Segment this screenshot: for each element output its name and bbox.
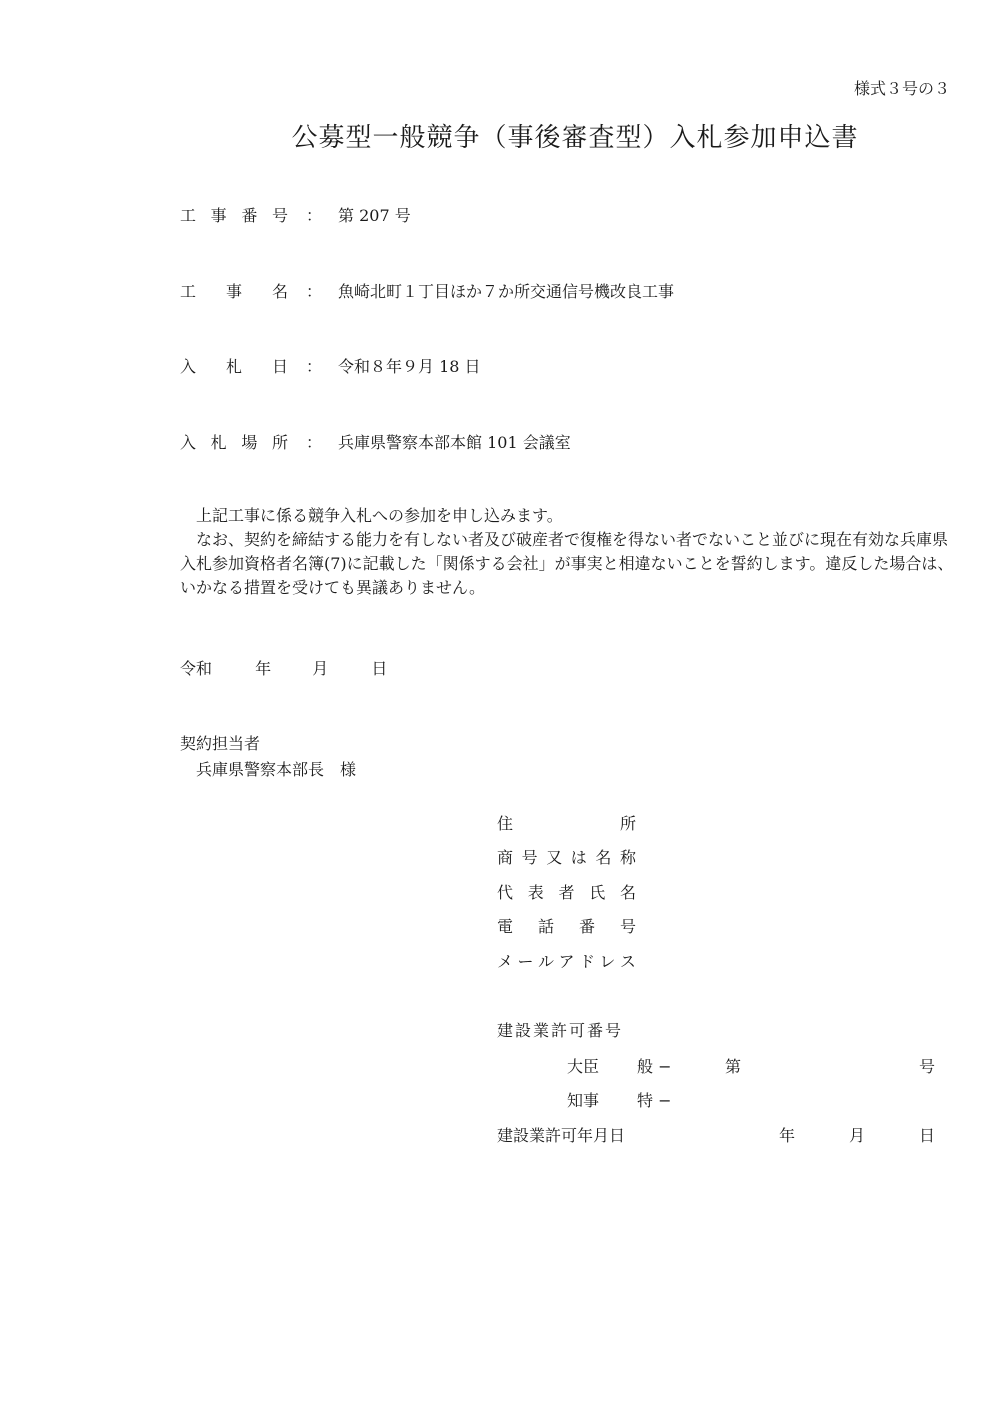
label-char: 番 <box>578 917 595 936</box>
bid-place-colon: ： <box>306 433 323 452</box>
label-char: 称 <box>619 848 636 867</box>
label-char: 名 <box>595 848 612 867</box>
label-char: は <box>570 848 587 867</box>
bid-place-value: 兵庫県警察本部本館 101 会議室 <box>338 433 571 452</box>
declaration-paragraph-2: なお、契約を締結する能力を有しない者及び破産者で復権を得ない者でないこと並びに現在有効な兵庫県入札参加資格者名簿(7)に記載した「関係する会社」が事実と相違ないことを誓約します。違反した場合は、いかなる措置を受けても異議ありません。 <box>180 530 954 597</box>
license-date-day: 日 <box>919 1126 936 1145</box>
label-char: 号 <box>521 848 538 867</box>
project-number-colon: ： <box>306 206 323 225</box>
label-char: 所 <box>619 814 636 833</box>
label-char: 事 <box>225 282 242 301</box>
license-date-label: 建設業許可年月日 <box>497 1126 626 1145</box>
applicant-company-label <box>497 845 636 868</box>
license-general: 般 − <box>637 1057 672 1076</box>
label-char: 者 <box>558 883 575 902</box>
label-char: 札 <box>225 357 242 376</box>
label-char: 工 <box>180 206 197 225</box>
project-number-value: 第 207 号 <box>338 206 411 225</box>
bid-date-label <box>180 354 288 377</box>
project-name-colon: ： <box>306 282 323 301</box>
document-title: 公募型一般競争（事後審査型）入札参加申込書 <box>291 123 859 153</box>
license-number-heading: 建設業許可番号 <box>497 1021 624 1040</box>
date-month: 月 <box>312 659 329 678</box>
label-char: 名 <box>619 883 636 902</box>
label-char: 入 <box>180 357 197 376</box>
label-char: 札 <box>210 433 227 452</box>
label-char: メ <box>497 952 514 971</box>
declaration-paragraph-1: 上記工事に係る競争入札への参加を申し込みます。 <box>196 506 563 525</box>
label-char: 名 <box>271 282 288 301</box>
label-char: 電 <box>497 917 514 936</box>
license-date-month: 月 <box>849 1126 866 1145</box>
bid-place-label <box>180 430 288 453</box>
label-char: 所 <box>271 433 288 452</box>
form-number: 様式３号の３ <box>853 79 950 98</box>
addressee-name: 兵庫県警察本部長 様 <box>196 760 357 779</box>
license-dai: 第 <box>725 1057 742 1076</box>
license-date-year: 年 <box>779 1126 796 1145</box>
project-name-label <box>180 279 288 302</box>
applicant-representative-label <box>497 880 636 903</box>
applicant-email-label <box>497 949 636 972</box>
label-char: ー <box>517 952 534 971</box>
date-year: 年 <box>255 659 272 678</box>
label-char: 号 <box>619 917 636 936</box>
license-special: 特 − <box>637 1091 672 1110</box>
project-number-label <box>180 203 288 226</box>
label-char: 場 <box>241 433 258 452</box>
bid-date-colon: ： <box>306 357 323 376</box>
addressee-title: 契約担当者 <box>180 734 261 753</box>
label-char: 又 <box>546 848 563 867</box>
applicant-address-label <box>497 811 636 834</box>
application-date-line <box>180 656 387 679</box>
label-char: 工 <box>180 282 197 301</box>
license-gou: 号 <box>919 1057 936 1076</box>
label-char: 番 <box>241 206 258 225</box>
label-char: ア <box>558 952 575 971</box>
label-char: 号 <box>271 206 288 225</box>
label-char: 氏 <box>589 883 606 902</box>
date-day: 日 <box>371 659 388 678</box>
label-char: 表 <box>527 883 544 902</box>
bid-date-value: 令和８年９月 18 日 <box>338 357 481 376</box>
license-minister: 大臣 <box>567 1057 600 1076</box>
label-char: ル <box>537 952 554 971</box>
declaration-text <box>180 504 960 600</box>
label-char: 話 <box>537 917 554 936</box>
label-char: 住 <box>497 814 514 833</box>
label-char: 入 <box>180 433 197 452</box>
project-name-value: 魚崎北町１丁目ほか７か所交通信号機改良工事 <box>338 282 675 301</box>
license-governor: 知事 <box>567 1091 600 1110</box>
date-era: 令和 <box>180 659 213 678</box>
label-char: ド <box>578 952 595 971</box>
label-char: 事 <box>210 206 227 225</box>
label-char: 日 <box>271 357 288 376</box>
label-char: レ <box>599 952 616 971</box>
label-char: ス <box>619 952 636 971</box>
label-char: 代 <box>497 883 514 902</box>
applicant-phone-label <box>497 914 636 937</box>
label-char: 商 <box>497 848 514 867</box>
